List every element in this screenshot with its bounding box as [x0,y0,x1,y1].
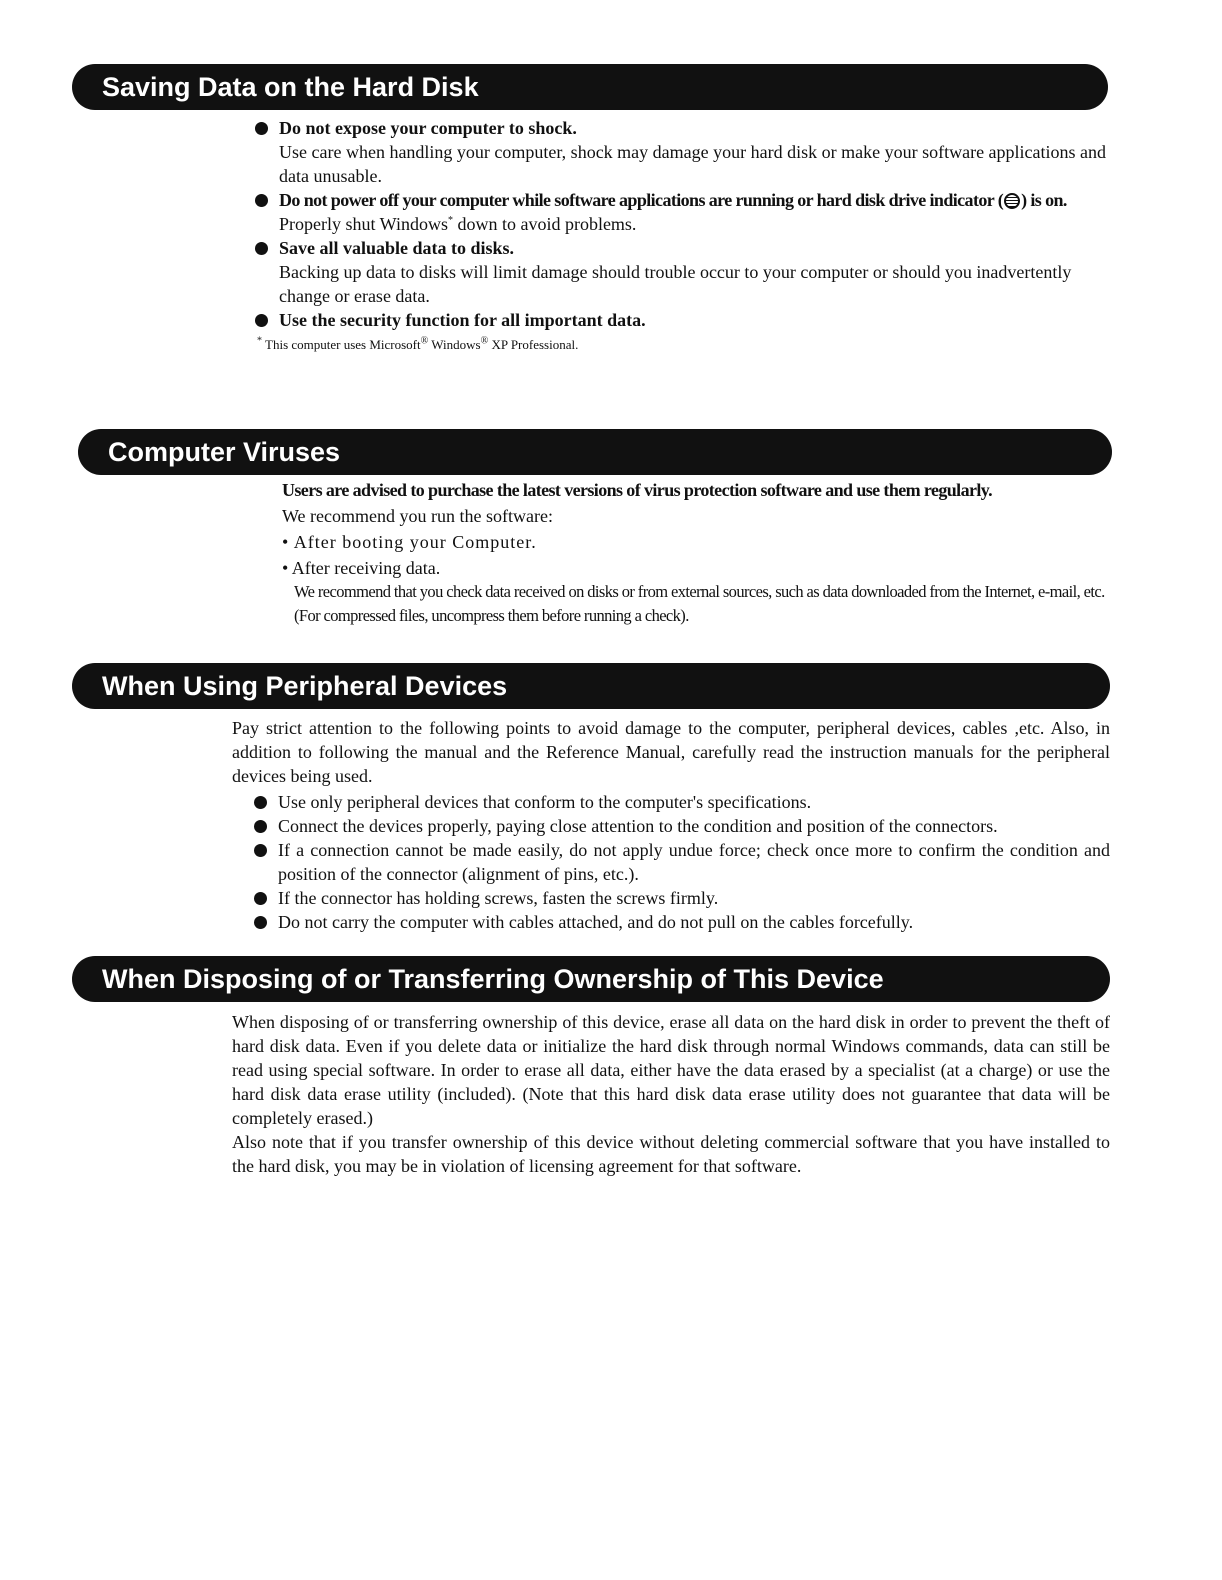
item-heading: Save all valuable data to disks. [279,238,515,258]
section-banner-disposal [72,956,1110,1002]
peripheral-content [232,716,1110,934]
section-banner-hard-disk [72,64,1108,110]
list-item [255,188,1110,236]
section-title: When Using Peripheral Devices [102,671,508,701]
bullet-icon [254,820,267,833]
bullet-icon [255,194,268,207]
bullet-icon [254,892,267,905]
disposal-content [232,1010,1110,1178]
hard-disk-content [255,116,1110,354]
item-heading: Do not expose your computer to shock. [279,118,577,138]
item-body: Backing up data to disks will limit damage should trouble occur to your computer or should you inadvertently change or erase data. [279,262,1072,306]
footnote: * This computer uses Microsoft® Windows® XP Professional. [257,335,579,352]
section-banner-peripheral [72,663,1110,709]
list-item: If a connection cannot be made easily, do not apply undue force; check once more to confirm the condition and position of the connector (alignment of pins, etc.). [254,838,1110,886]
bullet-icon [254,916,267,929]
bullet-icon [255,314,268,327]
list-item [255,116,1110,188]
section-title: Computer Viruses [108,437,341,467]
peripheral-list [232,790,1110,934]
item-heading: Do not power off your computer while software applications are running or hard disk drive indicator ( ) is on. [279,190,1067,210]
list-item: Do not carry the computer with cables attached, and do not pull on the cables forcefully. [254,910,1110,934]
bullet-icon [255,242,268,255]
virus-recommend: We recommend you run the software: [282,506,553,526]
list-item: • After receiving data. [282,558,441,578]
section-title: Saving Data on the Hard Disk [102,72,479,102]
list-item: Connect the devices properly, paying close attention to the condition and position of the connectors. [254,814,1110,838]
list-item [255,308,1110,332]
viruses-content [282,478,1112,628]
list-item: Use only peripheral devices that conform to the computer's specifications. [254,790,1110,814]
peripheral-intro: Pay strict attention to the following points to avoid damage to the computer, peripheral devices, cables ,etc. Also, in addition to following the manual and the Reference Manual, carefully read the instruction manuals for the peripheral devices being used. [232,718,1110,786]
item-body: Use care when handling your computer, shock may damage your hard disk or make your software applications and data unusable. [279,142,1107,186]
bullet-icon [255,122,268,135]
hard-disk-indicator-icon [1004,193,1020,209]
section-banner-viruses [78,429,1112,475]
disposal-paragraph: Also note that if you transfer ownership of this device without deleting commercial software that you have installed to the hard disk, you may be in violation of licensing agreement for that software. [232,1132,1110,1176]
list-item [255,236,1110,308]
virus-lead: Users are advised to purchase the latest versions of virus protection software and use them regularly. [282,480,993,500]
bullet-icon [254,844,267,857]
section-title: When Disposing of or Transferring Ownership of This Device [102,964,884,994]
virus-detail: We recommend that you check data received on disks or from external sources, such as data downloaded from the Internet, e-mail, etc. (For compressed files, uncompress them before running a check). [294,582,1105,625]
item-body: Properly shut Windows* down to avoid problems. [279,214,637,234]
bullet-icon [254,796,267,809]
list-item: • After booting your Computer. [282,532,537,552]
disposal-paragraph: When disposing of or transferring ownership of this device, erase all data on the hard disk in order to prevent the theft of hard disk data. Even if you delete data or initialize the hard disk through normal Windows commands, data can still be read using special software. In order to erase all data, either have the data erased by a specialist (at a charge) or use the hard disk data erase utility (included). (Note that this hard disk data erase utility does not guarantee that data will be completely erased.) [232,1012,1110,1128]
item-heading: Use the security function for all important data. [279,310,646,330]
list-item: If the connector has holding screws, fasten the screws firmly. [254,886,1110,910]
